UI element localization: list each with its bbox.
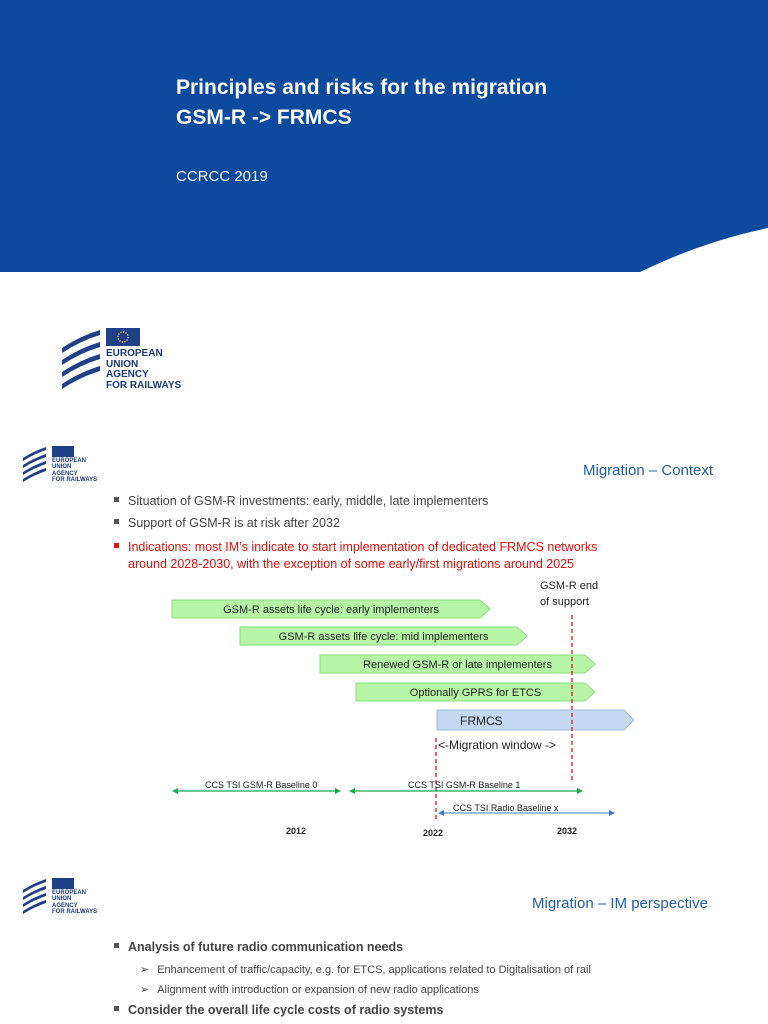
bar-label-gprs: Optionally GPRS for ETCS (409, 687, 542, 699)
subtitle: CCRCC 2019 (176, 168, 268, 185)
migration-timeline (0, 590, 768, 840)
context-bullet-2: Support of GSM-R is at risk after 2032 (114, 516, 340, 530)
im-bullet-2: Consider the overall life cycle costs of radio systems (114, 1003, 443, 1017)
bar-label-late: Renewed GSM-R or late implementers (363, 659, 552, 671)
logo-text: EUROPEAN UNION AGENCY FOR RAILWAYS (52, 890, 98, 915)
title-line-1: Principles and risks for the migration (176, 76, 548, 99)
logo-stripes-icon (22, 446, 48, 484)
migration-window-label: <-Migration window -> (438, 738, 557, 752)
context-bullet-1: Situation of GSM-R investments: early, middle, late implementers (114, 494, 488, 508)
year-label: 2012 (286, 826, 307, 836)
end-of-support-label: GSM-R end of support (540, 580, 599, 608)
context-heading: Migration – Context (583, 462, 714, 479)
bar-label-frmcs: FRMCS (460, 714, 503, 728)
logo-text: EUROPEAN UNION AGENCY FOR RAILWAYS (52, 458, 98, 483)
logo-stripes-icon (22, 878, 48, 916)
logo-text: EUROPEAN UNION AGENCY FOR RAILWAYS (106, 348, 182, 391)
context-bullet-3: Indications: most IM’s indicate to start implementation of dedicated FRMCS networks around 2028-2030, with the exception of some early/first migrations around 2025 (114, 539, 597, 573)
title-line-2: GSM-R -> FRMCS (176, 106, 352, 129)
agency-logo (60, 328, 200, 390)
bar-label-early: GSM-R assets life cycle: early implementers (223, 604, 439, 616)
im-sub-bullet-2: ➢ Alignment with introduction or expansion of new radio applications (140, 984, 479, 996)
im-heading: Migration – IM perspective (532, 895, 708, 912)
im-bullet-1: Analysis of future radio communication needs (114, 940, 403, 954)
small-logo (22, 446, 112, 484)
radio-baseline-label: CCS TSI Radio Baseline x (453, 803, 559, 813)
logo-stripes-icon (60, 328, 104, 390)
baseline1-label: CCS TSI GSM-R Baseline 1 (408, 780, 521, 790)
bar-label-mid: GSM-R assets life cycle: mid implementers (278, 631, 489, 643)
baseline0-label: CCS TSI GSM-R Baseline 0 (205, 780, 318, 790)
im-sub-bullet-1: ➢ Enhancement of traffic/capacity, e.g. for ETCS, applications related to Digitalisation of rail (140, 964, 591, 976)
eu-flag-icon (52, 446, 74, 457)
small-logo (22, 878, 112, 916)
title-slide (0, 0, 768, 272)
wave-decoration (0, 0, 768, 272)
eu-flag-icon (52, 878, 74, 889)
year-label: 2032 (557, 826, 578, 836)
eu-flag-icon (106, 328, 140, 346)
year-label: 2022 (423, 828, 444, 838)
